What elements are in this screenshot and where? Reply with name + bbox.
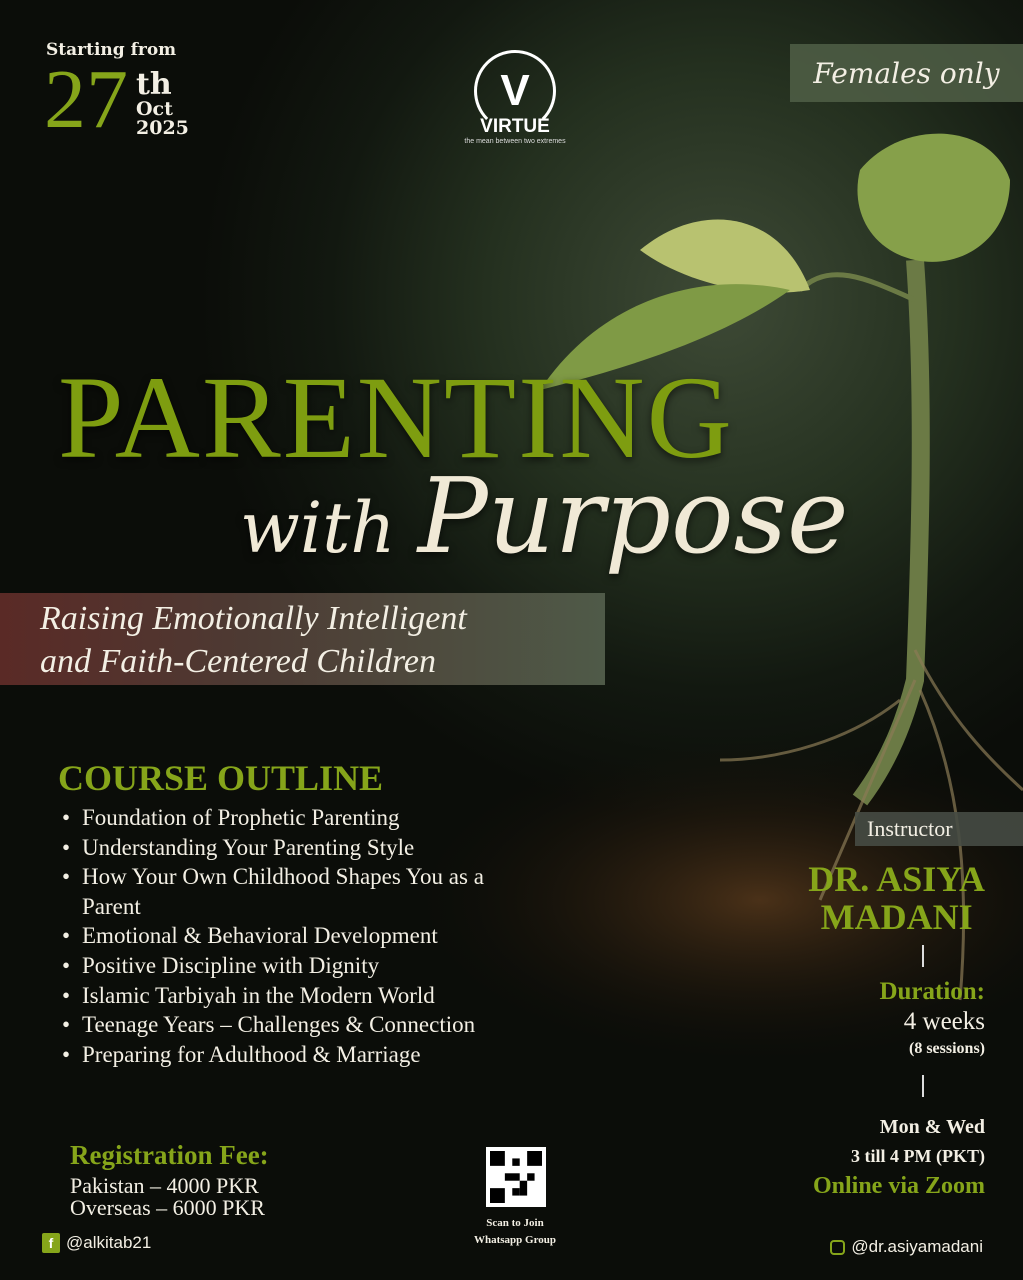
duration-sessions: (8 sessions) — [908, 1040, 985, 1057]
qr-code-icon — [490, 1151, 542, 1203]
instructor-name-line-1: DR. ASIYA — [808, 859, 985, 899]
title-purpose: Purpose — [417, 455, 849, 577]
fee-overseas: Overseas – 6000 PKR — [70, 1195, 265, 1220]
divider — [922, 945, 924, 967]
logo-mark-icon: V — [474, 50, 556, 132]
outline-item: • Emotional & Behavioral Development — [62, 921, 532, 951]
day-suffix: th — [136, 67, 172, 102]
title-script — [240, 455, 849, 577]
instructor-name — [808, 860, 985, 936]
start-year: 2025 — [136, 117, 189, 139]
start-label: Starting from — [46, 40, 177, 60]
outline-item: • Teenage Years – Challenges & Connection — [62, 1010, 532, 1040]
subtitle-line-1: Raising Emotionally Intelligent — [40, 600, 467, 637]
qr-caption — [450, 1215, 580, 1249]
logo-name: VIRTUE — [480, 116, 550, 137]
audience-badge: Females only — [790, 44, 1023, 102]
outline-item: • Foundation of Prophetic Parenting — [62, 803, 532, 833]
instagram-handle-text: @dr.asiyamadani — [851, 1237, 983, 1256]
subtitle-banner — [0, 593, 605, 685]
outline-item: • How Your Own Childhood Shapes You as a Parent — [62, 862, 532, 921]
outline-item: • Positive Discipline with Dignity — [62, 951, 532, 981]
start-month: Oct — [136, 98, 173, 120]
instructor-name-line-2: MADANI — [820, 897, 973, 937]
schedule-mode: Online via Zoom — [812, 1173, 985, 1199]
outline-item: • Understanding Your Parenting Style — [62, 833, 532, 863]
outline-item: • Islamic Tarbiyah in the Modern World — [62, 981, 532, 1011]
facebook-handle[interactable] — [42, 1233, 151, 1253]
course-outline-heading: COURSE OUTLINE — [58, 758, 384, 798]
fee-pakistan: Pakistan – 4000 PKR — [70, 1173, 259, 1198]
logo-tagline: the mean between two extremes — [464, 138, 566, 145]
duration-value: 4 weeks — [903, 1008, 985, 1035]
divider — [922, 1075, 924, 1097]
facebook-icon: f — [42, 1233, 60, 1253]
instructor-label: Instructor — [855, 812, 1023, 846]
whatsapp-qr-code[interactable] — [486, 1147, 546, 1207]
instagram-icon — [830, 1240, 845, 1255]
title-with: with — [240, 487, 396, 569]
schedule-time: 3 till 4 PM (PKT) — [851, 1146, 985, 1166]
schedule-days: Mon & Wed — [879, 1116, 985, 1138]
qr-caption-line-1: Scan to Join — [486, 1217, 544, 1229]
duration-label: Duration: — [879, 978, 985, 1005]
registration-fee-heading: Registration Fee: — [70, 1140, 269, 1170]
start-date-details — [136, 67, 189, 139]
course-outline-list — [62, 803, 532, 1069]
instagram-handle[interactable] — [830, 1237, 983, 1257]
title-main: PARENTING — [58, 352, 734, 483]
virtue-logo — [455, 50, 575, 145]
registration-fees — [70, 1175, 265, 1219]
start-day: 27 — [44, 53, 128, 146]
facebook-handle-text: @alkitab21 — [66, 1233, 152, 1252]
outline-item: • Preparing for Adulthood & Marriage — [62, 1040, 532, 1070]
qr-caption-line-2: Whatsapp Group — [473, 1234, 557, 1246]
subtitle-line-2: and Faith-Centered Children — [40, 643, 436, 680]
